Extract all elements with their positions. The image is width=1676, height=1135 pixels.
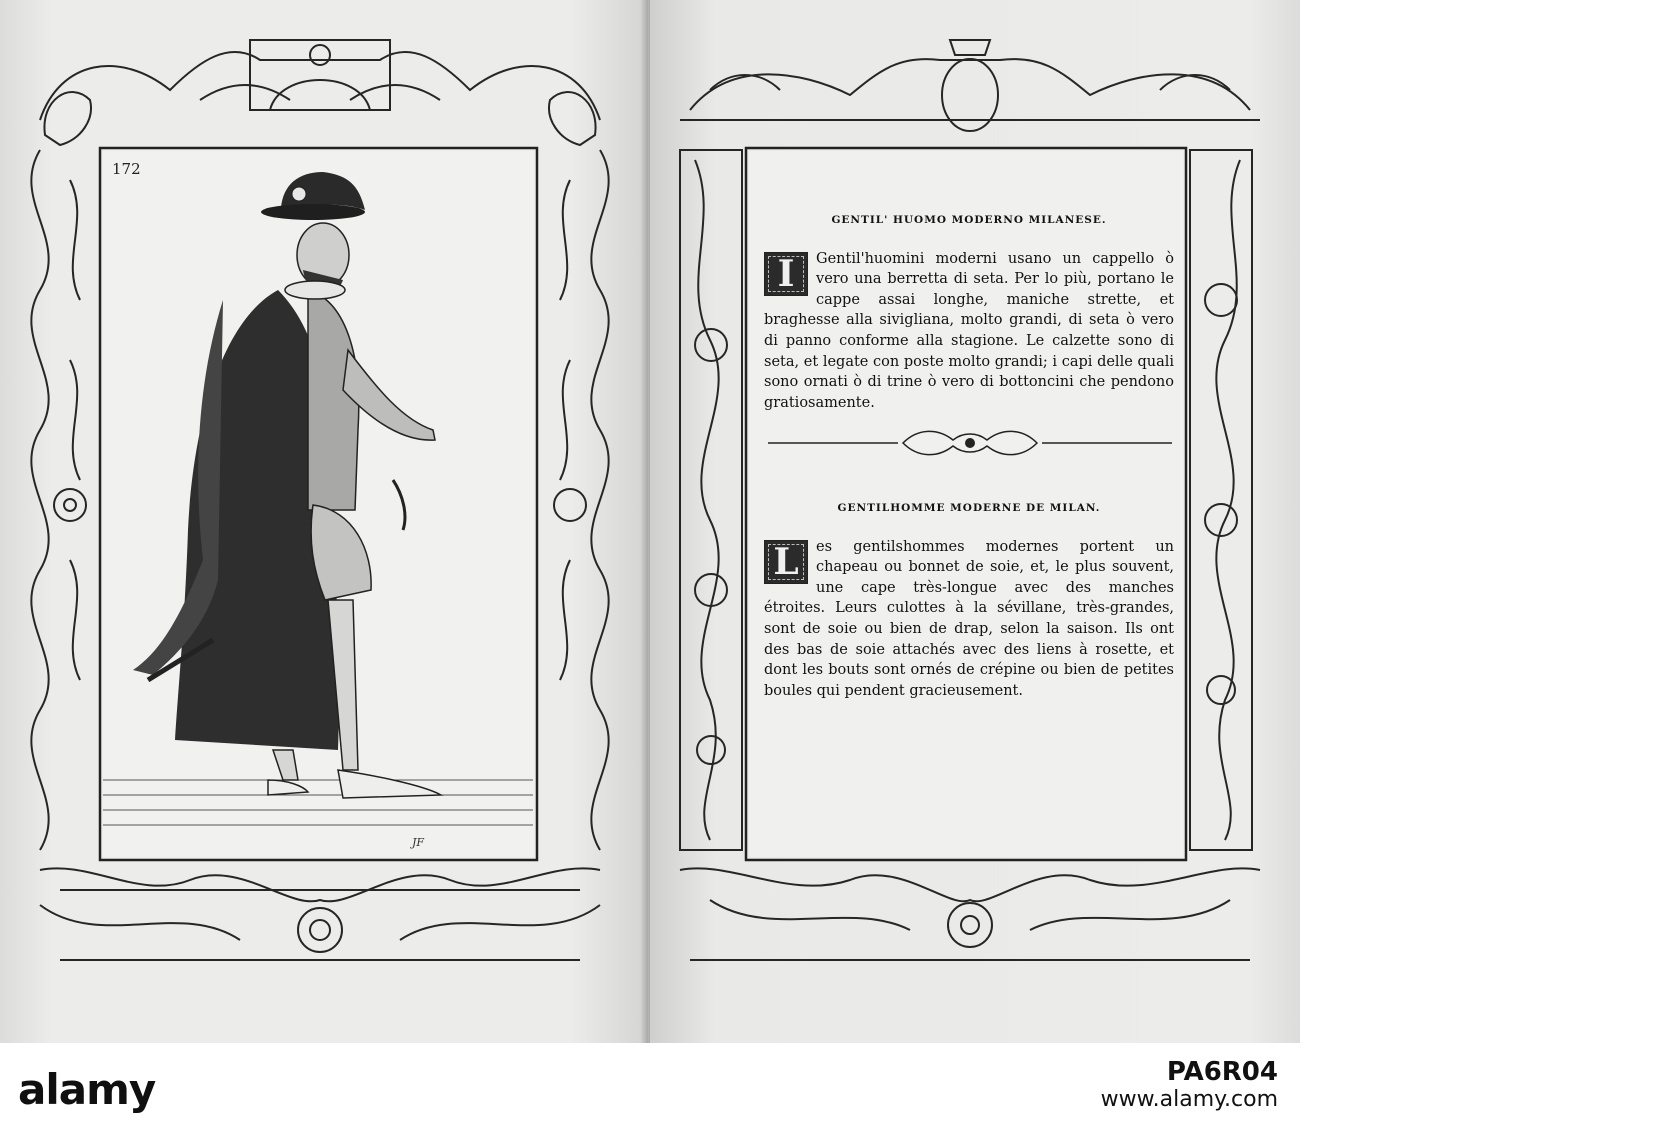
watermark: alamy [1546,752,1676,798]
page-number: 172 [112,160,141,178]
banner-info [1101,1057,1278,1112]
left-page [0,0,648,1043]
drop-cap-italian: I [764,252,808,296]
alamy-logo: alamy [18,1065,156,1114]
banner-url[interactable]: www.alamy.com [1100,1087,1278,1112]
italian-paragraph [764,249,1174,414]
gentleman-engraving [103,150,533,855]
stock-banner [0,1043,1300,1135]
french-body: es gentilshommes modernes portent un chapeau ou bonnet de soie, et, le plus souvent, une cape très-longue avec des manches étroites. Leurs culottes à la sévillane, très-grandes, sont de soie ou bien de drap, selon la saison. Ils ont des bas de soie attachés avec des liens à rosette, et dont les bouts sont ornés de crépine ou bien de petites boules qui pendent gracieusement. [764,538,1174,699]
french-heading: GENTILHOMME MODERNE DE MILAN. [837,502,1101,514]
italian-section [764,210,1174,413]
french-section [764,498,1174,701]
ornamental-divider [768,428,1172,458]
drop-cap-french: L [764,540,808,584]
italian-heading: GENTIL' HUOMO MODERNO MILANESE. [831,214,1107,226]
italian-body: Gentil'huomini moderni usano un cappello ò vero una berretta di seta. Per lo più, portano le cappe assai longhe, maniche strette, et braghesse alla sivigliana, molto grandi, di seta ò vero di panno conforme alla stagione. Le calzette sono di seta, et legate con poste molto grandi; i capi delle quali sono ornati ò di trine ò vero di bottoncini che pendono gratiosamente. [764,250,1174,411]
french-paragraph [764,537,1174,702]
engraver-mark: JF [412,836,425,849]
image-id: PA6R04 [1166,1057,1278,1087]
